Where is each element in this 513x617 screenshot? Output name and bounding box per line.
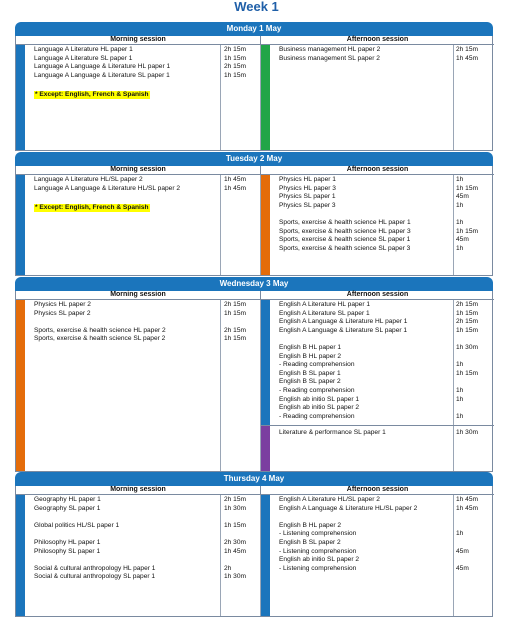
exam-subject: - Reading comprehension [279, 361, 355, 369]
exam-subject: English B HL paper 2 [279, 352, 342, 360]
exam-duration: 1h 15m [456, 326, 478, 334]
exam-subject: Sports, exercise & health science HL paper 1 [279, 219, 411, 226]
exam-subject: Language A Language & Literature HL paper 1 [34, 63, 171, 71]
exam-subject: Sports, exercise & health science SL paper 1 [279, 236, 411, 244]
morning-duration-divider [220, 175, 221, 275]
exam-subject: Literature & performance SL paper 1 [279, 428, 386, 436]
exam-subject: Language A Literature SL paper 1 [34, 54, 133, 62]
exam-duration: 45m [456, 547, 469, 555]
exam-duration: 1h 45m [224, 176, 246, 183]
exam-duration: 45m [456, 193, 469, 201]
exam-duration: 1h 30m [224, 504, 246, 512]
afternoon-separator [261, 425, 494, 426]
exam-duration: 2h 15m [224, 63, 246, 71]
morning-session-header: Morning session [16, 166, 261, 175]
exam-subject: English B HL paper 1 [279, 344, 342, 351]
exam-duration: 2h 15m [456, 46, 478, 53]
afternoon-duration-divider [453, 45, 454, 150]
exam-subject: Sports, exercise & health science SL paper 3 [279, 244, 411, 252]
exam-subject: English B HL paper 2 [279, 521, 342, 529]
exam-duration: 1h [456, 530, 464, 538]
afternoon-colour-bar [261, 300, 270, 425]
exam-duration: 1h 45m [456, 496, 478, 503]
exception-note: * Except: English, French & Spanish [35, 91, 149, 98]
exam-duration: 1h 15m [456, 184, 478, 192]
exam-subject: Physics HL paper 3 [279, 184, 336, 192]
morning-colour-bar [16, 495, 25, 616]
exam-subject: English A Language & Literature HL paper 1 [279, 318, 408, 326]
morning-session-header: Morning session [16, 36, 261, 45]
exam-subject: Geography HL paper 1 [34, 496, 101, 503]
exam-subject: English A Literature HL paper 1 [279, 301, 371, 308]
exam-duration: 1h [456, 176, 464, 183]
exam-subject: Social & cultural anthropology SL paper 1 [34, 573, 156, 581]
day-section [15, 472, 493, 617]
exam-subject: English ab initio SL paper 2 [279, 556, 360, 564]
afternoon-duration-divider [453, 300, 454, 471]
exam-duration: 1h 45m [224, 547, 246, 555]
morning-colour-bar [16, 300, 25, 471]
exam-duration: 1h [456, 387, 464, 394]
exam-duration: 1h 30m [456, 428, 478, 436]
exam-subject: Physics SL paper 2 [34, 309, 91, 317]
exam-subject: Sports, exercise & health science HL paper 3 [279, 227, 411, 235]
exam-subject: Language A Language & Literature HL/SL paper 2 [34, 184, 181, 192]
afternoon-duration-divider [453, 175, 454, 275]
afternoon-colour-bar [261, 495, 270, 616]
exam-duration: 1h [456, 412, 464, 420]
exam-subject: Physics SL paper 3 [279, 201, 336, 209]
exam-subject: Business management SL paper 2 [279, 54, 380, 62]
morning-session-header: Morning session [16, 486, 261, 495]
exception-note: * Except: English, French & Spanish [35, 203, 149, 211]
week-title: Week 1 [234, 0, 279, 14]
exam-subject: Global politics HL/SL paper 1 [34, 521, 120, 529]
exam-duration: 2h 30m [224, 539, 246, 546]
exam-subject: - Reading comprehension [279, 387, 355, 394]
literature-colour-bar [261, 426, 270, 471]
exam-duration: 1h [456, 395, 464, 403]
exam-duration: 1h 30m [224, 573, 246, 581]
session-divider [260, 175, 261, 275]
afternoon-session-header: Afternoon session [261, 291, 494, 300]
exam-duration: 1h 15m [456, 227, 478, 235]
exam-subject: Physics SL paper 1 [279, 193, 336, 201]
exam-duration: 1h 15m [224, 521, 246, 529]
day-section [15, 152, 493, 276]
session-divider [260, 495, 261, 616]
afternoon-session-header: Afternoon session [261, 486, 494, 495]
afternoon-session-header: Afternoon session [261, 36, 494, 45]
exam-subject: Geography SL paper 1 [34, 504, 101, 512]
exam-subject: - Listening comprehension [279, 547, 357, 555]
exam-subject: Business management HL paper 2 [279, 46, 381, 53]
morning-duration-divider [220, 300, 221, 471]
morning-colour-bar [16, 45, 25, 150]
day-header: Thursday 4 May [15, 472, 493, 486]
day-header: Wednesday 3 May [15, 277, 493, 291]
exam-subject: English B SL paper 2 [279, 539, 341, 546]
exam-duration: 2h [224, 564, 232, 572]
exam-duration: 1h 15m [456, 309, 478, 317]
exam-duration: 1h 15m [224, 71, 246, 79]
exam-subject: Physics HL paper 2 [34, 301, 91, 308]
afternoon-colour-bar [261, 175, 270, 275]
exam-duration: 2h 15m [224, 46, 246, 53]
exam-subject: Physics HL paper 1 [279, 176, 336, 183]
session-divider [260, 45, 261, 150]
exam-subject: English A Language & Literature SL paper 1 [279, 326, 408, 334]
exam-subject: Sports, exercise & health science SL paper 2 [34, 335, 166, 343]
morning-colour-bar [16, 175, 25, 275]
exam-duration: 1h [456, 201, 464, 209]
exam-duration: 2h 15m [224, 326, 246, 334]
exam-subject: English B SL paper 1 [279, 369, 341, 377]
exam-duration: 1h [456, 361, 464, 369]
exam-subject: - Reading comprehension [279, 412, 355, 420]
day-header: Tuesday 2 May [15, 152, 493, 166]
exam-duration: 1h 15m [224, 309, 246, 317]
exam-duration: 1h 15m [456, 369, 478, 377]
day-section [15, 277, 493, 472]
exam-duration: 1h 30m [456, 344, 478, 351]
exam-duration: 1h 15m [224, 335, 246, 343]
morning-session-header: Morning session [16, 291, 261, 300]
exam-duration: 1h 45m [224, 184, 246, 192]
exam-subject: English ab initio SL paper 1 [279, 395, 360, 403]
morning-duration-divider [220, 45, 221, 150]
day-section [15, 22, 493, 151]
day-body [15, 166, 493, 276]
exam-subject: English A Literature HL/SL paper 2 [279, 496, 380, 503]
exam-subject: - Listening comprehension [279, 564, 357, 572]
exam-duration: 2h 15m [224, 301, 246, 308]
exam-subject: - Listening comprehension [279, 530, 357, 538]
day-body [15, 291, 493, 472]
exam-subject: Language A Literature HL/SL paper 2 [34, 176, 143, 183]
morning-duration-divider [220, 495, 221, 616]
exam-duration: 1h 45m [456, 54, 478, 62]
afternoon-session-header: Afternoon session [261, 166, 494, 175]
exam-duration: 1h 15m [224, 54, 246, 62]
exam-subject: English ab initio SL paper 2 [279, 404, 360, 412]
exam-subject: Philosophy SL paper 1 [34, 547, 101, 555]
exam-subject: Philosophy HL paper 1 [34, 539, 101, 546]
exam-duration: 2h 15m [456, 301, 478, 308]
exam-duration: 1h [456, 219, 464, 226]
exam-subject: English A Literature SL paper 1 [279, 309, 370, 317]
exam-duration: 45m [456, 236, 469, 244]
exam-subject: English B SL paper 2 [279, 378, 341, 386]
exam-subject: Language A Literature HL paper 1 [34, 46, 133, 53]
exam-duration: 2h 15m [456, 318, 478, 326]
afternoon-colour-bar [261, 45, 270, 150]
exam-subject: Sports, exercise & health science HL paper 2 [34, 326, 166, 334]
exam-duration: 45m [456, 564, 469, 572]
exam-subject: English A Language & Literature HL/SL paper 2 [279, 504, 418, 512]
exam-subject: Social & cultural anthropology HL paper 1 [34, 564, 156, 572]
afternoon-duration-divider [453, 495, 454, 616]
exam-subject: Language A Language & Literature SL paper 1 [34, 71, 170, 79]
day-body [15, 36, 493, 151]
exam-duration: 1h [456, 244, 464, 252]
exam-duration: 2h 15m [224, 496, 246, 503]
day-body [15, 486, 493, 617]
day-header: Monday 1 May [15, 22, 493, 36]
exam-duration: 1h 45m [456, 504, 478, 512]
